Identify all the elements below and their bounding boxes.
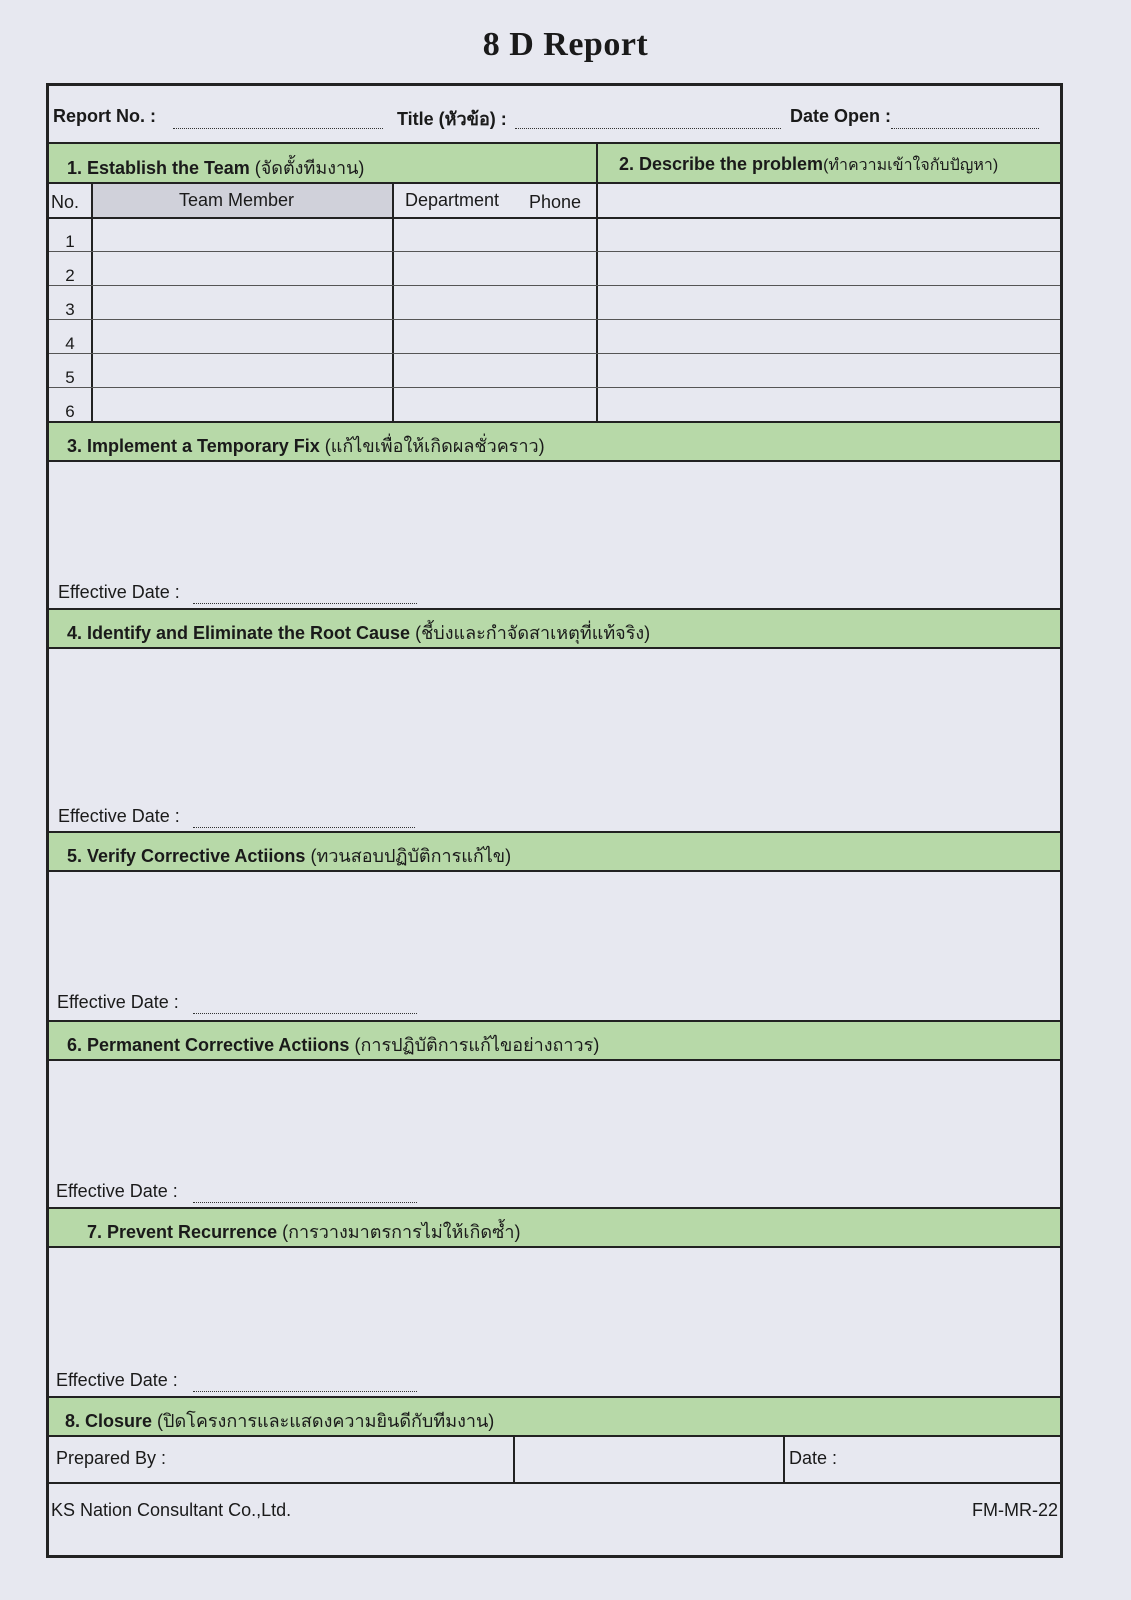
section-6-effective-date-label: Effective Date : [56, 1181, 178, 1201]
date-open-label: Date Open : [790, 106, 892, 126]
section-4-effective-date-label: Effective Date : [58, 806, 180, 826]
team-member-column-header: Team Member [179, 190, 295, 210]
team-row-6-number: 6 [65, 402, 75, 421]
team-row-2-number: 2 [65, 266, 75, 285]
section-2-title: 2. Describe the problem(ทำความเข้าใจกับปัญหา) [619, 154, 999, 174]
form-code: FM-MR-22 [972, 1500, 1058, 1520]
section-6-title: 6. Permanent Corrective Actiions (การปฏิบัติการแก้ไขอย่างถาวร) [67, 1035, 600, 1055]
title-label: Title (หัวข้อ) : [397, 109, 507, 129]
section-4-effective-date-field[interactable] [193, 827, 415, 828]
section-4-title: 4. Identify and Eliminate the Root Cause (ชี้บ่งและกำจัดสาเหตุที่แท้จริง) [67, 623, 651, 643]
team-row-4-number: 4 [65, 334, 75, 353]
signature-field[interactable] [516, 1438, 782, 1480]
closure-date-field[interactable] [854, 1438, 1054, 1480]
section-4-content-area[interactable] [49, 649, 1060, 830]
prepared-by-field[interactable] [199, 1438, 511, 1480]
section-7-content-area[interactable] [49, 1248, 1060, 1394]
department-column-header: Department [405, 190, 500, 210]
document-title: 8 D Report [482, 26, 649, 63]
team-row-3-number: 3 [65, 300, 75, 319]
section-5-effective-date-label: Effective Date : [57, 992, 179, 1012]
prepared-by-label: Prepared By : [56, 1448, 167, 1468]
report-no-label: Report No. : [53, 106, 156, 126]
date-open-field[interactable] [891, 128, 1039, 129]
section-7-effective-date-field[interactable] [193, 1391, 417, 1392]
phone-column-header: Phone [529, 192, 582, 212]
section-6-effective-date-field[interactable] [193, 1202, 417, 1203]
section-5-effective-date-field[interactable] [193, 1013, 417, 1014]
title-field[interactable] [515, 128, 781, 129]
closure-date-label: Date : [789, 1448, 838, 1468]
section-8-title: 8. Closure (ปิดโครงการและแสดงความยินดีกับทีมงาน) [65, 1411, 495, 1431]
section-7-effective-date-label: Effective Date : [56, 1370, 178, 1390]
section-3-title: 3. Implement a Temporary Fix (แก้ไขเพื่อให้เกิดผลชั่วคราว) [67, 436, 545, 456]
team-row-5-number: 5 [65, 368, 75, 387]
team-row-1-number: 1 [65, 232, 75, 251]
section-3-content-area[interactable] [49, 462, 1060, 607]
section-5-title: 5. Verify Corrective Actiions (ทวนสอบปฏิบัติการแก้ไข) [67, 846, 512, 866]
section-1-title: 1. Establish the Team (จัดตั้งทีมงาน) [67, 158, 365, 178]
report-form [46, 83, 1063, 1558]
section-3-effective-date-label: Effective Date : [58, 582, 180, 602]
report-no-field[interactable] [173, 128, 383, 129]
section-7-title: 7. Prevent Recurrence (การวางมาตรการไม่ให้เกิดซ้ำ) [87, 1222, 521, 1242]
company-name: KS Nation Consultant Co.,Ltd. [51, 1500, 292, 1520]
no-column-header: No. [51, 192, 80, 212]
section-6-content-area[interactable] [49, 1061, 1060, 1205]
section-3-effective-date-field[interactable] [193, 603, 417, 604]
section-5-content-area[interactable] [49, 872, 1060, 1018]
